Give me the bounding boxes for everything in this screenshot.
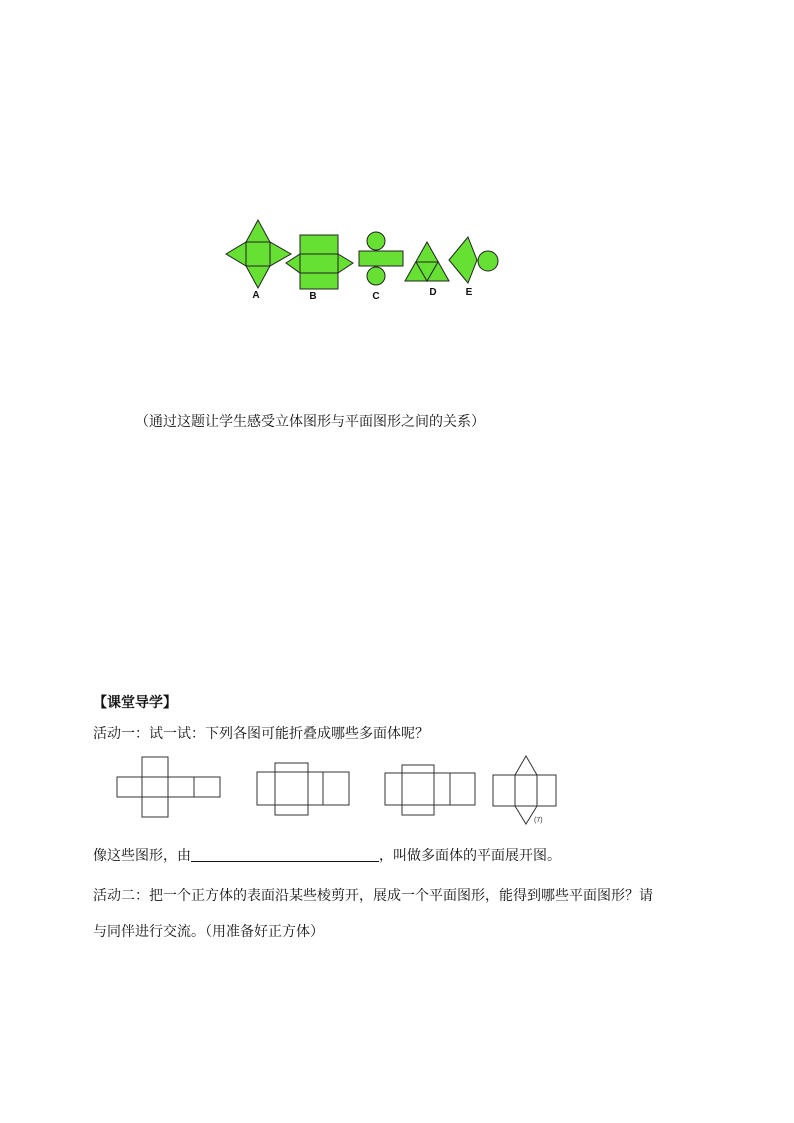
activity-two-line-1: 活动二：把一个正方体的表面沿某些棱剪开，展成一个平面图形，能得到哪些平面图形？请 bbox=[93, 888, 653, 904]
net-shapes-figure bbox=[0, 0, 794, 330]
activity-one: 活动一：试一试：下列各图可能折叠成哪些多面体呢？ bbox=[93, 726, 429, 742]
activity-two-line-2: 与同伴进行交流。（用准备好正方体） bbox=[93, 924, 324, 940]
sentence-end: ，叫做多面体的平面展开图。 bbox=[379, 848, 561, 864]
label-c: C bbox=[372, 291, 380, 302]
definition-sentence bbox=[93, 846, 561, 866]
net-e bbox=[449, 237, 498, 283]
outline-net-1 bbox=[117, 757, 220, 817]
label-a: A bbox=[252, 290, 260, 301]
label-b: B bbox=[309, 291, 317, 302]
outline-net-3 bbox=[385, 765, 475, 815]
net-a bbox=[226, 220, 291, 288]
teaching-note: （通过这题让学生感受立体图形与平面图形之间的关系） bbox=[135, 414, 485, 430]
figure-caption-7: (7) bbox=[534, 817, 543, 824]
outline-net-2 bbox=[257, 763, 349, 815]
sentence-start: 像这些图形，由 bbox=[93, 848, 191, 864]
section-title: 【课堂导学】 bbox=[93, 695, 177, 711]
label-e: E bbox=[465, 287, 473, 298]
outline-nets-figure bbox=[0, 755, 794, 830]
outline-net-4 bbox=[493, 756, 556, 824]
label-d: D bbox=[429, 287, 437, 298]
net-b bbox=[286, 235, 353, 289]
answer-blank[interactable] bbox=[191, 846, 379, 862]
net-c bbox=[359, 232, 403, 285]
net-d bbox=[405, 242, 449, 281]
